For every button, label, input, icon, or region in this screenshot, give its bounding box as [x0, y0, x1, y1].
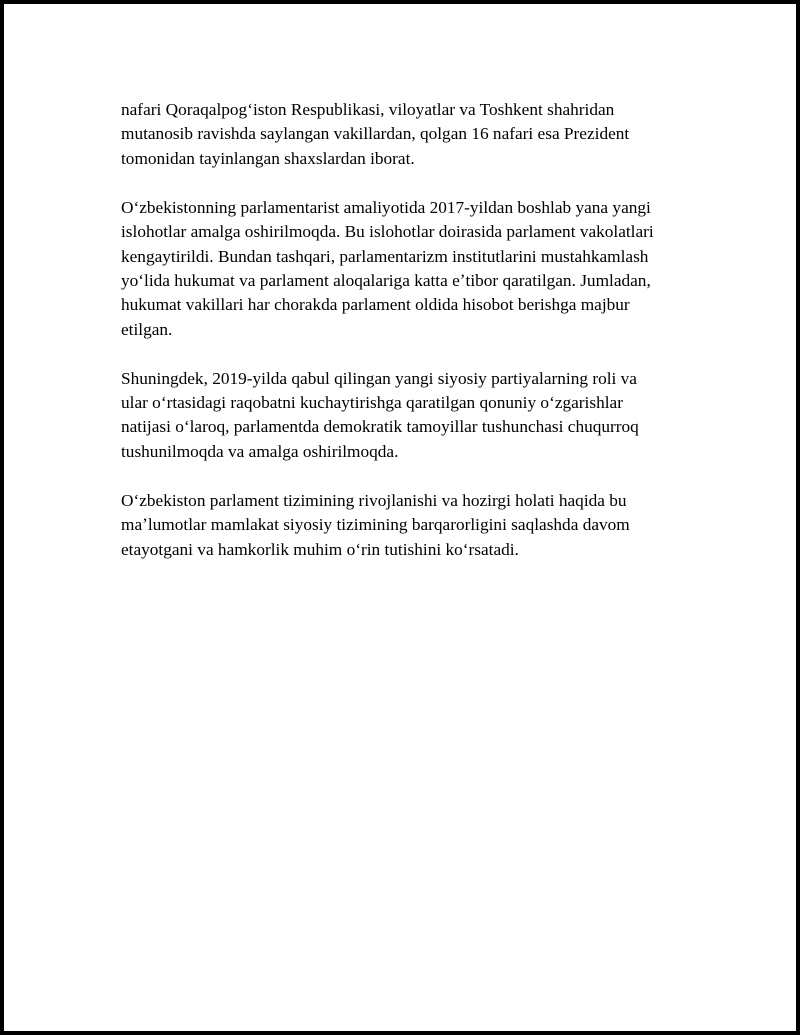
- text-line: ular oʻrtasidagi raqobatni kuchaytirishga qaratilgan qonuniy oʻzgarishlar: [121, 393, 623, 413]
- document-body: [121, 98, 689, 587]
- text-line: natijasi oʻlaroq, parlamentda demokratik tamoyillar tushunchasi chuqurroq: [121, 417, 639, 437]
- text-line: tomonidan tayinlangan shaxslardan iborat.: [121, 148, 415, 168]
- text-line: etayotgani va hamkorlik muhim oʻrin tutishini koʻrsatadi.: [121, 539, 519, 559]
- text-line: Oʻzbekiston parlament tizimining rivojlanishi va hozirgi holati haqida bu: [121, 490, 627, 510]
- text-line: mutanosib ravishda saylangan vakillardan, qolgan 16 nafari esa Prezident: [121, 124, 630, 144]
- text-line: tushunilmoqda va amalga oshirilmoqda.: [121, 441, 399, 461]
- text-line: yoʻlida hukumat va parlament aloqalariga katta eʼtibor qaratilgan. Jumladan,: [121, 270, 651, 290]
- text-line: islohotlar amalga oshirilmoqda. Bu islohotlar doirasida parlament vakolatlari: [121, 222, 654, 242]
- paragraph-2: [121, 196, 689, 342]
- text-line: hukumat vakillari har chorakda parlament oldida hisobot berishga majbur: [121, 295, 630, 315]
- text-line: etilgan.: [121, 319, 173, 339]
- paragraph-3: [121, 367, 689, 465]
- text-line: kengaytirildi. Bundan tashqari, parlamentarizm institutlarini mustahkamlash: [121, 246, 649, 266]
- text-line: nafari Qoraqalpogʻiston Respublikasi, viloyatlar va Toshkent shahridan: [121, 100, 615, 119]
- text-line: Shuningdek, 2019-yilda qabul qilingan yangi siyosiy partiyalarning roli va: [121, 368, 637, 388]
- text-line: maʼlumotlar mamlakat siyosiy tizimining barqarorligini saqlashda davom: [121, 515, 630, 535]
- paragraph-1: [121, 98, 689, 171]
- text-line: Oʻzbekistonning parlamentarist amaliyotida 2017-yildan boshlab yana yangi: [121, 197, 651, 217]
- paragraph-4: [121, 489, 689, 562]
